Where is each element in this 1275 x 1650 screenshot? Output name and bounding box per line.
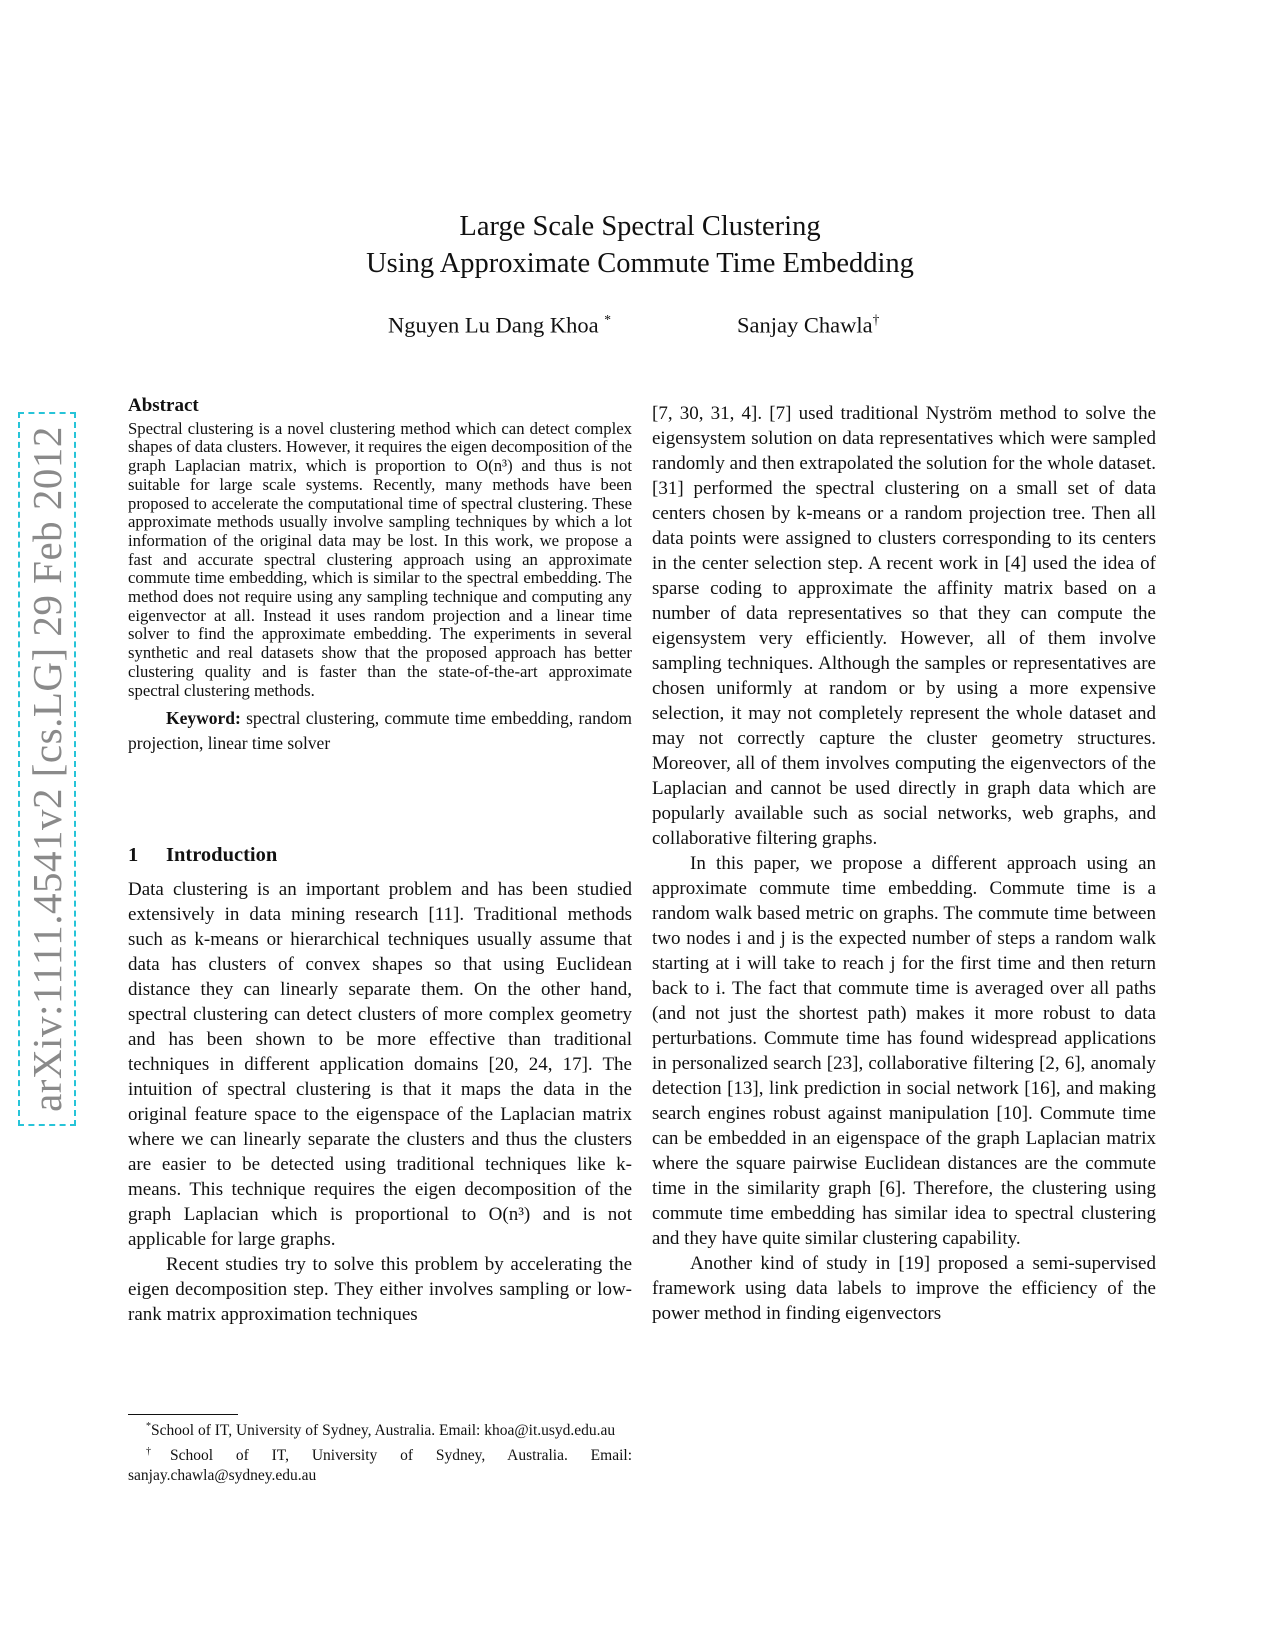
right-column [652, 401, 1156, 1326]
abstract-section [128, 397, 632, 756]
right-paragraph-3: Another kind of study in [19] proposed a semi-supervised framework using data labels to improve the efficiency of the power method in finding eigenvectors [652, 1253, 1156, 1324]
right-paragraph-1: [7, 30, 31, 4]. [7] used traditional Nyström method to solve the eigensystem solution on data representatives which were sampled randomly and then extrapolated the solution for the whole dataset. [31] performed the spectral clustering on a small set of data centers chosen by k-means or a random projection tree. Then all data points were assigned to clusters corresponding to its centers in the center selection step. A recent work in [4] used the idea of sparse coding to approximate the affinity matrix based on a number of data representatives so that they can compute the eigensystem very efficiently. However, all of them involve sampling techniques. Although the samples or representatives are chosen uniformly at random or by using a more expensive selection, it may not completely represent the whole dataset and may not correctly capture the cluster geometry structures. Moreover, all of them involves computing the eigenvectors of the Laplacian and cannot be used directly in graph data which are popularly available such as social networks, web graphs, and collaborative filtering graphs. [652, 403, 1156, 849]
keyword-label: Keyword: [166, 708, 241, 729]
paper-title-line-1: Large Scale Spectral Clustering [459, 211, 821, 242]
footnote-2-text: School of IT, University of Sydney, Australia. Email: sanjay.chawla@sydney.edu.au [128, 1446, 633, 1485]
keyword-text: spectral clustering, commute time embedding, random projection, linear time solver [128, 708, 633, 754]
paper-title [200, 208, 1080, 282]
author-2-footnote-mark[interactable]: † [872, 312, 880, 327]
intro-paragraph-1: Data clustering is an important problem and has been studied extensively in data mining research [11]. Traditional methods such as k-means or hierarchical techniques usually assume that data has clusters of convex shapes so that using Euclidean distance they can linearly separate them. On the other hand, spectral clustering can detect clusters of more complex geometry and has been shown to be more effective than traditional techniques in different application domains [20, 24, 17]. The intuition of spectral clustering is that it maps the data in the original feature space to the eigenspace of the Laplacian matrix where we can linearly separate the clusters and thus the clusters are easier to be detected using traditional techniques like k-means. This technique requires the eigen decomposition of the graph Laplacian which is proportional to O(n³) and is not applicable for large graphs. [128, 879, 632, 1250]
abstract-body: Spectral clustering is a novel clustering method which can detect complex shapes of data clusters. However, it requires the eigen decomposition of the graph Laplacian matrix, which is proportion to O(n³) and thus is not suitable for large scale systems. Recently, many methods have been proposed to accelerate the computational time of spectral clustering. These approximate methods usually involve sampling techniques by which a lot information of the original data may be lost. In this work, we propose a fast and accurate spectral clustering approach using an approximate commute time embedding, which is similar to the spectral embedding. The method does not require using any sampling technique and computing any eigenvector at all. Instead it uses random projection and a linear time solver to find the approximate embedding. The experiments in several synthetic and real datasets show that the proposed approach has better clustering quality and is faster than the state-of-the-art approximate spectral clustering methods. [128, 418, 632, 700]
author-2-name: Sanjay Chawla [737, 312, 873, 338]
footnote-1-mark: * [146, 1421, 152, 1432]
paper-title-line-2: Using Approximate Commute Time Embedding [366, 248, 914, 279]
intro-paragraph-2: Recent studies try to solve this problem by accelerating the eigen decomposition step. They either involves sampling or low-rank matrix approximation techniques [128, 1254, 632, 1325]
author-list [380, 312, 940, 346]
footnote-1-text: School of IT, University of Sydney, Australia. Email: khoa@it.usyd.edu.au [151, 1422, 616, 1440]
footnote-2 [128, 1442, 632, 1487]
section-number: 1 [128, 844, 139, 866]
section-title: Introduction [166, 844, 278, 866]
arxiv-identifier-text: arXiv:1111.4541v2 [cs.LG] 29 Feb 2012 [24, 426, 71, 1112]
abstract-heading: Abstract [128, 395, 199, 416]
keyword-line [128, 706, 632, 756]
footnote-2-mark: † [146, 1445, 170, 1457]
footnote-divider [128, 1414, 238, 1415]
footnote-1 [128, 1417, 632, 1442]
right-paragraph-2: In this paper, we propose a different approach using an approximate commute time embedding. Commute time is a random walk based metric on graphs. The commute time between two nodes i and j is the expected number of steps a random walk starting at i will take to reach j for the first time and then return back to i. The fact that commute time is averaged over all paths (and not just the shortest path) makes it more robust to data perturbations. Commute time has found widespread applications in personalized search [23], collaborative filtering [2, 6], anomaly detection [13], link prediction in social network [16], and making search engines robust against manipulation [10]. Commute time can be embedded in an eigenspace of the graph Laplacian matrix where the square pairwise Euclidean distances are the commute time in the similarity graph [6]. Therefore, the clustering using commute time embedding has similar idea to spectral clustering and they have quite similar clustering capability. [652, 853, 1156, 1249]
author-2 [737, 312, 879, 339]
arxiv-identifier-stamp[interactable] [18, 412, 76, 1126]
footnotes [128, 1414, 632, 1487]
introduction-section [128, 844, 632, 1327]
author-1-name: Nguyen Lu Dang Khoa [388, 312, 599, 338]
author-1-footnote-mark[interactable]: * [604, 312, 611, 327]
author-1 [388, 312, 611, 339]
section-heading [128, 844, 632, 867]
